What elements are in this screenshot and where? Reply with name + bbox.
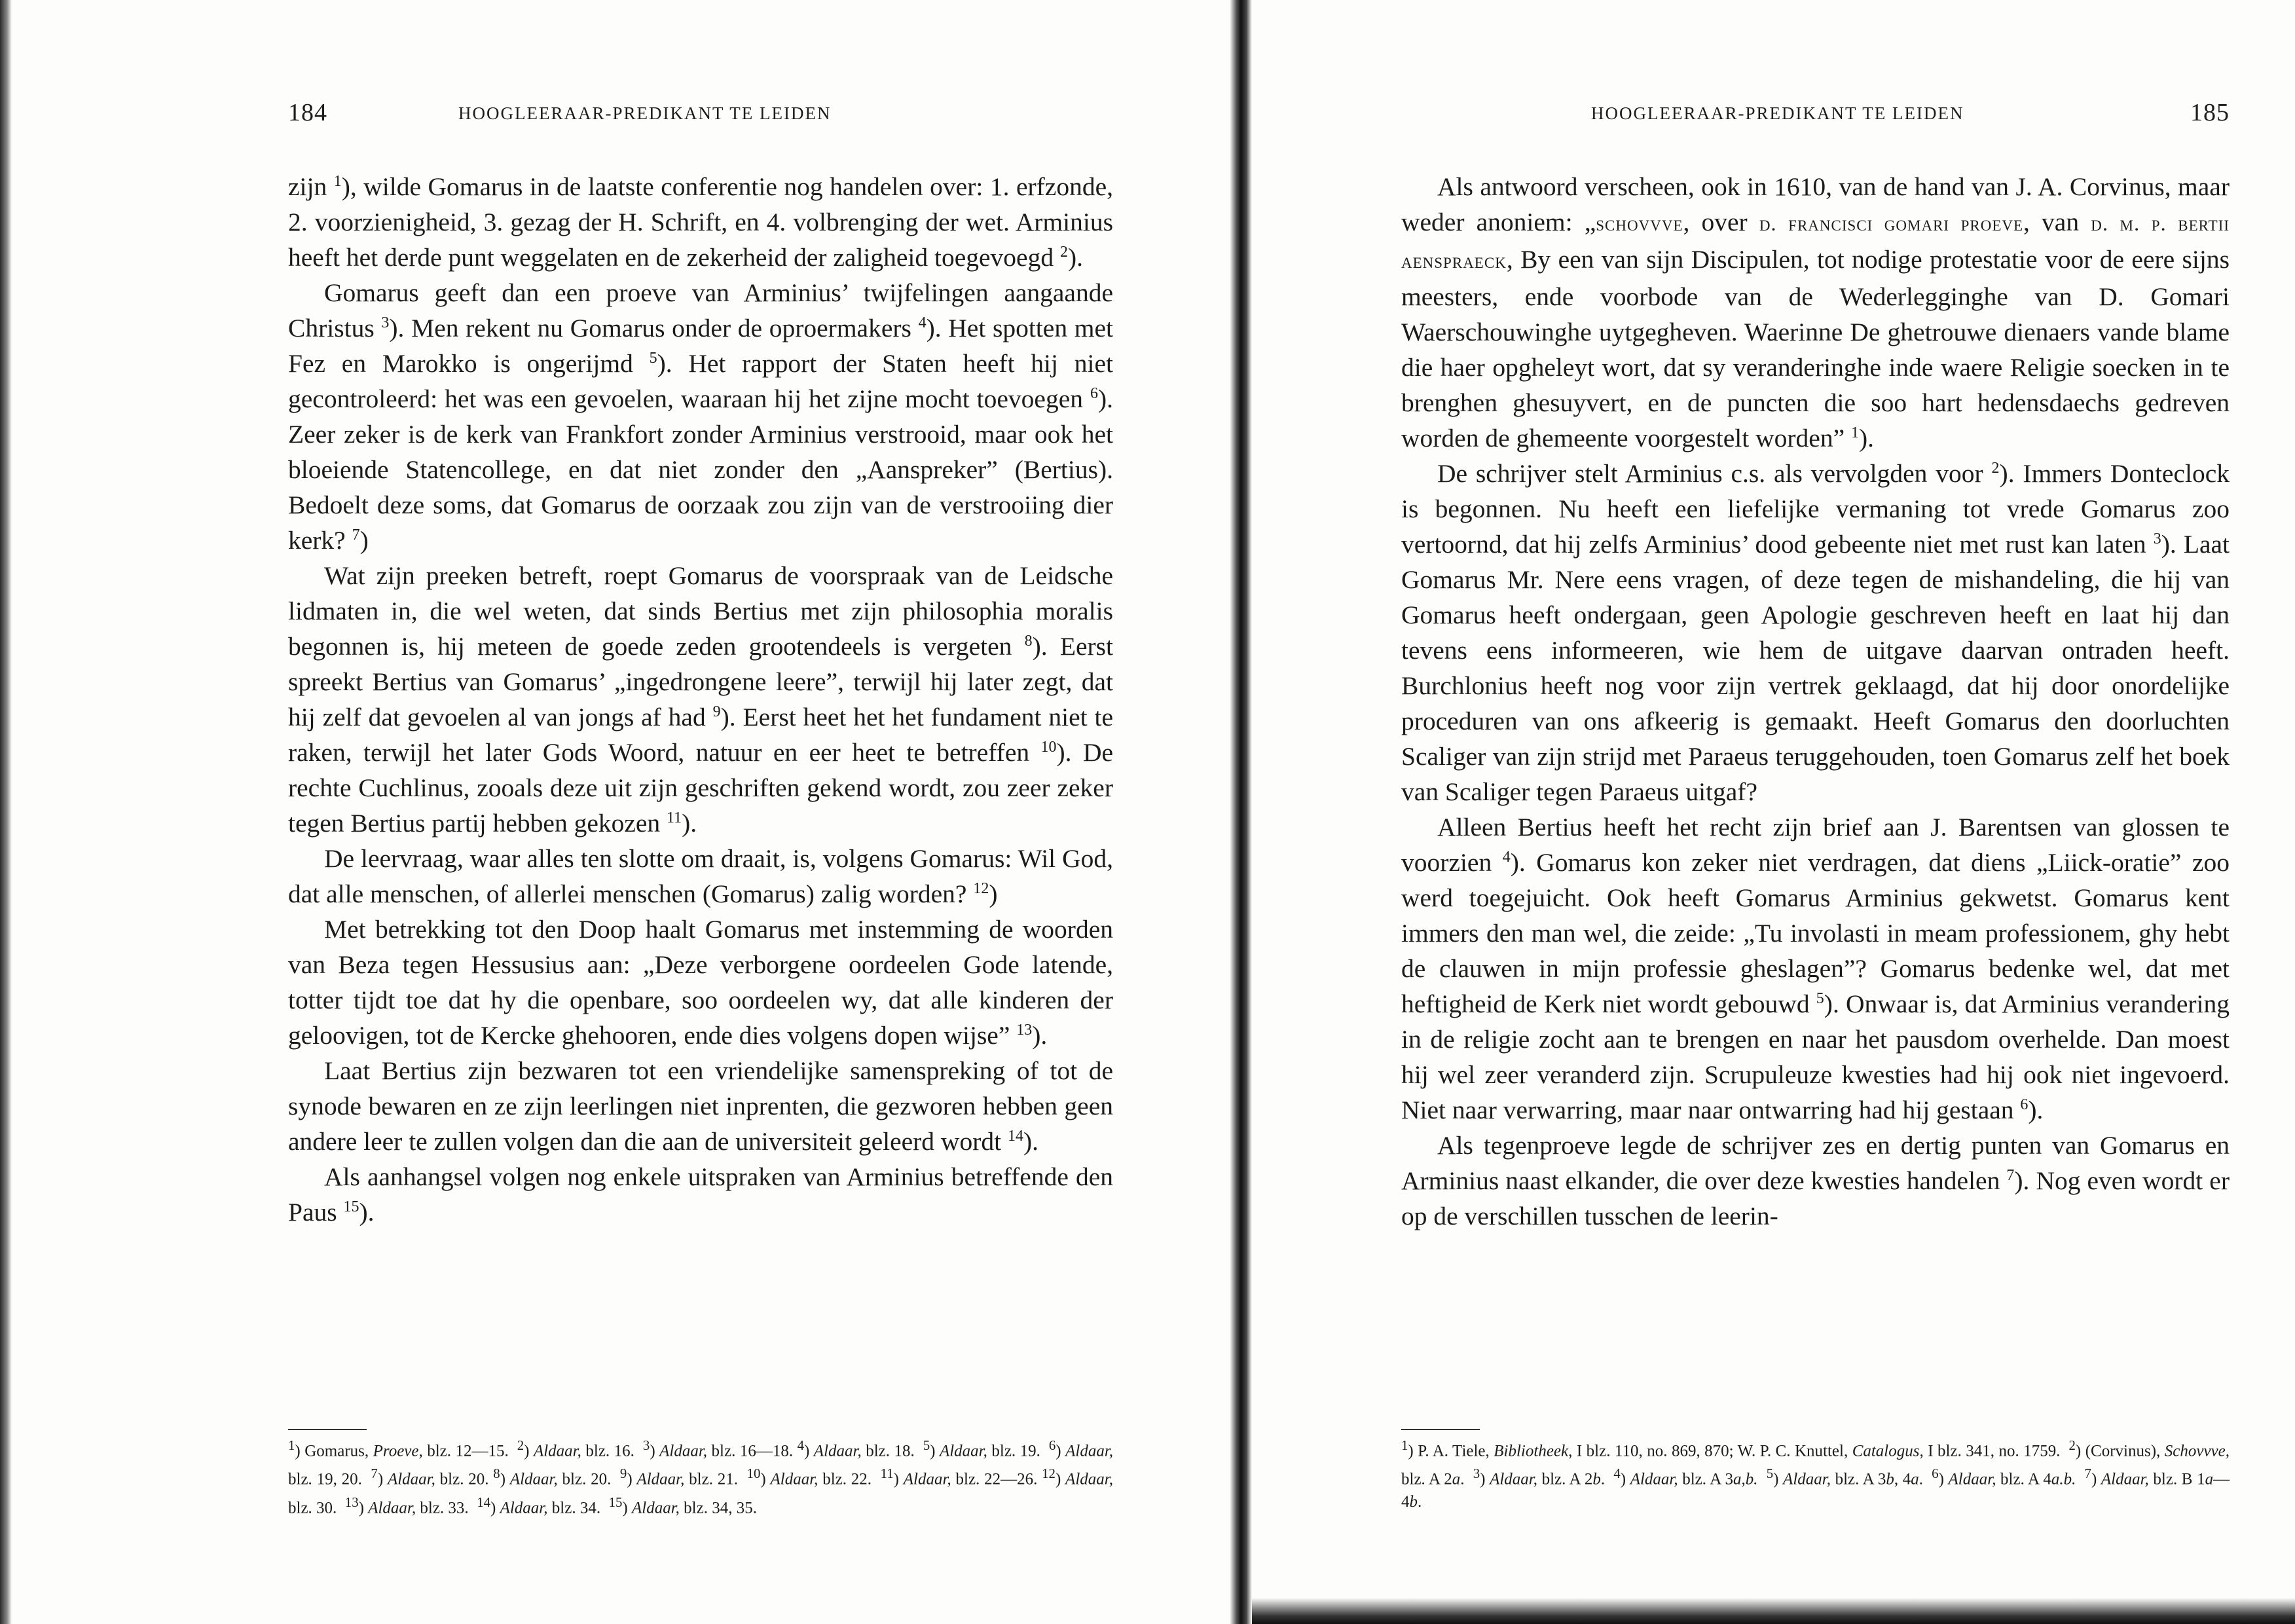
paragraph: Met betrekking tot den Doop haalt Gomarus met instemming de woorden van Beza tegen Hessusius aan: „Deze verborgene oordeelen Gode latende, totter tijdt toe dat hy die openbare, soo oordeelen wy, dat alle kinderen der geloovigen, tot de Kercke ghehooren, ende dies volgens dopen wijse” $^{13}$).: [288, 915, 1113, 1050]
page-number: 184: [288, 99, 327, 126]
paragraph: zijn $^1$), wilde Gomarus in de laatste conferentie nog handelen over: 1. erfzonde, 2. voorzienigheid, 3. gezag der H. Schrift, en 4. volbrenging der wet. Arminius heeft het derde punt weggelaten en de zekerheid der zaligheid toegevoegd $^2$).: [288, 172, 1113, 272]
paragraph: Als tegenproeve legde de schrijver zes en dertig punten van Gomarus en Arminius naast elkander, die over deze kwesties handelen $^7$). Nog even wordt er op de verschillen tusschen de leerin-: [1401, 1131, 2230, 1230]
paragraph: Alleen Bertius heeft het recht zijn brief aan J. Barentsen van glossen te voorzien $^4$). Gomarus kon zeker niet verdragen, dat diens „Liick-oratie” zoo werd toegejuicht. Ook heeft Gomarus Arminius gekwetst. Gomarus kent immers den man wel, die zeide: „Tu involasti in meam professionem, ghy hebt de clauwen in mijn professie gheslagen”? Gomarus bedenke wel, dat met heftigheid de Kerk niet wordt gebouwd $^5$). Onwaar is, dat Arminius verandering in de religie zocht aan te brengen en naar het pausdom overhelde. Dan moest hij wel zeer veranderd zijn. Scrupuleuze kwesties had hij ook niet ingevoerd. Niet naar verwarring, maar naar ontwarring had hij gestaan $^6$).: [1401, 813, 2230, 1124]
paragraph: Gomarus geeft dan een proeve van Arminius’ twijfelingen aangaande Christus $^3$). Men rekent nu Gomarus onder de oproermakers $^4$). Het spotten met Fez en Marokko is ongerijmd $^5$). Het rapport der Staten heeft hij niet gecontroleerd: het was een gevoelen, waaraan hij het zijne mocht toevoegen $^6$). Zeer zeker is de kerk van Frankfort zonder Arminius verstrooid, maar ook het bloeiende Statencollege, en dat niet zonder den „Aanspreker” (Bertius). Bedoelt deze soms, dat Gomarus de oorzaak zou zijn van de verstrooiing dier kerk? $^7$): [288, 278, 1113, 555]
paragraph: De leervraag, waar alles ten slotte om draait, is, volgens Gomarus: Wil God, dat alle menschen, of allerlei menschen (Gomarus) zalig worden? $^{12}$): [288, 844, 1113, 908]
left-page: [288, 0, 1113, 1624]
footnote-text: $^1$) Gomarus, Proeve, blz. 12—15. $^2$) Aldaar, blz. 16. $^3$) Aldaar, blz. 16—18. $^4$) Aldaar, blz. 18. $^5$) Aldaar, blz. 19. $^6$) Aldaar, blz. 19, 20. $^7$) Aldaar, blz. 20. $^8$) Aldaar, blz. 20. $^9$) Aldaar, blz. 21. $^{10}$) Aldaar, blz. 22. $^{11}$) Aldaar, blz. 22—26. $^{12}$) Aldaar, blz. 30. $^{13}$) Aldaar, blz. 33. $^{14}$) Aldaar, blz. 34. $^{15}$) Aldaar, blz. 34, 35.: [288, 1437, 1114, 1517]
paragraph: Als antwoord verscheen, ook in 1610, van de hand van J. A. Corvinus, maar weder anoniem: „schovvve, over d. francisci gomari proeve, van d. m. p. bertii aenspraeck, By een van sijn Discipulen, tot nodige protestatie voor de eere sijns meesters, ende voorbode van de Wederlegginghe van D. Gomari Waerschouwinghe uytgegheven. Waerinne De ghetrouwe dienaers vande blame die haer opgheleyt wort, dat sy veranderinghe inde waere Religie soecken in te brenghen ghesuyvert, en de puncten die soo hart hedensdaechs gedreven worden de ghemeente voorgestelt worden” $^1$).: [1401, 172, 2230, 452]
book-gutter: [1230, 0, 1252, 1624]
paragraph: Wat zijn preeken betreft, roept Gomarus de voorspraak van de Leidsche lidmaten in, die wel weten, dat sinds Bertius met zijn philosophia moralis begonnen is, hij meteen de goede zeden grootendeels is vergeten $^8$). Eerst spreekt Bertius van Gomarus’ „ingedrongene leere”, terwijl hij later zegt, dat hij zelf dat gevoelen al van jongs af had $^9$). Eerst heet het het fundament niet te raken, terwijl het later Gods Woord, natuur en eer heet te betreffen $^{10}$). De rechte Cuchlinus, zooals deze uit zijn geschriften gekend wordt, zou zeer zeker tegen Bertius partij hebben gekozen $^{11}$).: [288, 561, 1113, 838]
page-number: 185: [2190, 99, 2230, 126]
running-head: [1401, 98, 2230, 138]
running-head-title: HOOGLEERAAR-PREDIKANT TE LEIDEN: [1591, 103, 1964, 123]
paragraph: Laat Bertius zijn bezwaren tot een vriendelijke samenspreking of tot de synode bewaren en ze zijn leerlingen niet inprenten, die gezworen hebben geen andere leer te zullen volgen dan die aan de universiteit geleerd wordt $^{14}$).: [288, 1056, 1113, 1156]
paragraph: De schrijver stelt Arminius c.s. als vervolgden voor $^2$). Immers Donteclock is begonnen. Nu heeft een liefelijke vermaning tot vrede Gomarus zoo vertoornd, dat hij zelfs Arminius’ dood gebeente niet met rust kan laten $^3$). Laat Gomarus Mr. Nere eens vragen, of deze tegen de mishandeling, die hij van Gomarus heeft ondergaan, geen Apologie geschreven heeft en laat hij dan tevens eens informeeren, wie hem de uitgave daarvan ontraden heeft. Burchlonius heeft nog voor zijn vertrek geklaagd, dat hij door onordelijke proceduren van ons afkeerig is gemaakt. Heeft Gomarus den doorluchten Scaliger van zijn strijd met Paraeus teruggehouden, toen Gomarus zelf het boek van Scaliger tegen Paraeus uitgaf?: [1401, 459, 2230, 806]
footnote-text: $^1$) P. A. Tiele, Bibliotheek, I blz. 110, no. 869, 870; W. P. C. Knuttel, Catalogus, I blz. 341, no. 1759. $^2$) (Corvinus), Schovvve, blz. A 2a. $^3$) Aldaar, blz. A 2b. $^4$) Aldaar, blz. A 3a,b. $^5$) Aldaar, blz. A 3b, 4a. $^6$) Aldaar, blz. A 4a.b. $^7$) Aldaar, blz. B 1a—4b.: [1401, 1437, 2230, 1511]
right-page: [1401, 0, 2230, 1624]
body-text: [1401, 169, 2230, 1234]
footnotes: [288, 1434, 1113, 1519]
footnote-rule: [288, 1429, 367, 1430]
paragraph: Als aanhangsel volgen nog enkele uitspraken van Arminius betreffende den Paus $^{15}$).: [288, 1162, 1113, 1227]
body-text: [288, 169, 1113, 1230]
running-head-title: HOOGLEERAAR-PREDIKANT TE LEIDEN: [458, 103, 832, 123]
scan-edge-left: [0, 0, 12, 1624]
footnotes: [1401, 1434, 2230, 1513]
footnote-rule: [1401, 1429, 1480, 1430]
running-head: [288, 98, 1113, 138]
